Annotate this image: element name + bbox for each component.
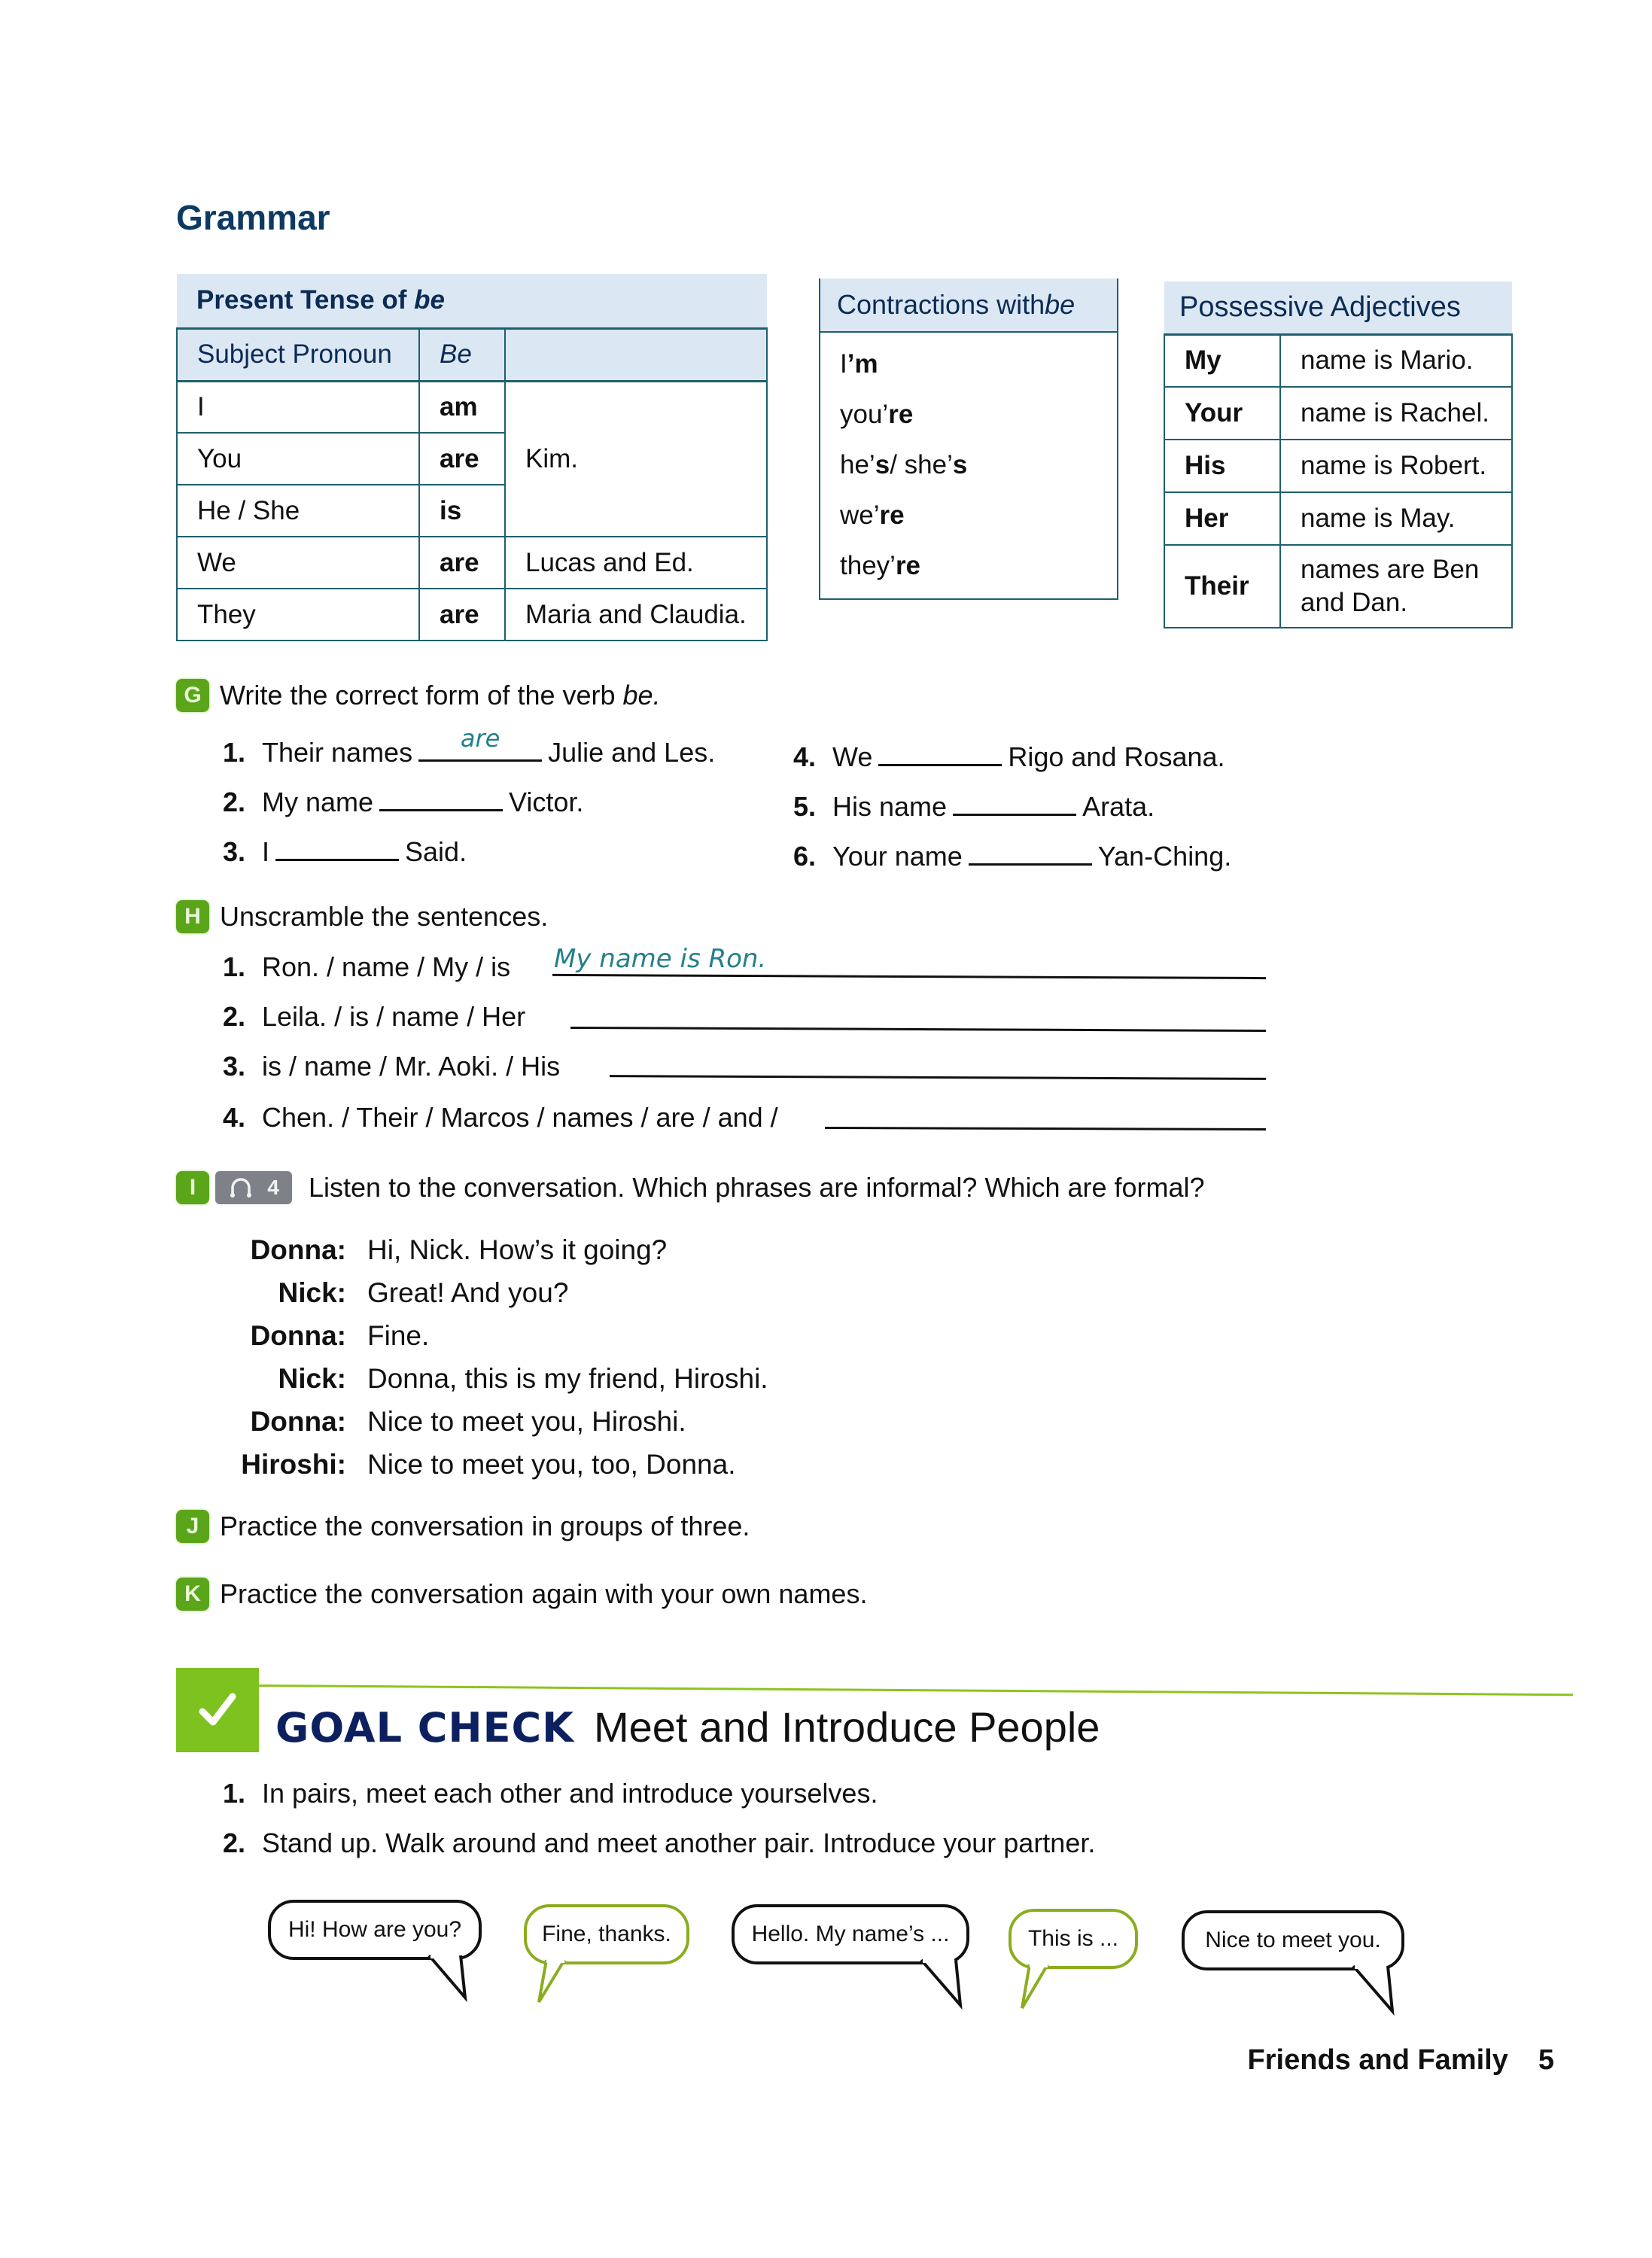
answer-blank[interactable]	[878, 739, 1002, 766]
table-row: You are	[177, 433, 767, 485]
bubble-tail	[426, 1954, 479, 2002]
contraction-row: they’ re	[840, 550, 921, 580]
exercise-h-header	[176, 900, 548, 933]
table-title: Possessive Adjectives	[1164, 281, 1512, 334]
exercise-letter-badge: J	[176, 1510, 209, 1543]
exercise-instruction: Listen to the conversation. Which phrases are informal? Which are formal?	[309, 1172, 1205, 1203]
exercise-letter-badge: K	[176, 1578, 209, 1611]
answer-blank[interactable]	[969, 838, 1092, 866]
contraction-row: we’ re	[840, 500, 905, 530]
exercise-instruction: Practice the conversation in groups of three.	[220, 1511, 750, 1541]
goal-check-item-2: 2. Stand up. Walk around and meet another pair. Introduce your partner.	[223, 1827, 1096, 1858]
speech-bubble: Nice to meet you.	[1182, 1910, 1404, 1970]
table-row: We are Lucas and Ed.	[177, 537, 767, 589]
exercise-letter-badge: I	[176, 1171, 209, 1204]
contractions-table	[819, 278, 1118, 600]
audio-track-button[interactable]	[215, 1171, 292, 1204]
table-title: Present Tense of be	[177, 274, 767, 328]
exercise-i-header	[176, 1171, 1205, 1204]
headphones-icon	[228, 1175, 254, 1201]
exercise-g-item-5: 5. His name Arata.	[793, 789, 1155, 823]
unit-title: Friends and Family	[1247, 2044, 1508, 2076]
answer-line[interactable]	[552, 974, 1266, 979]
present-tense-table	[176, 274, 768, 641]
exercise-g-item-4: 4. We Rigo and Rosana.	[793, 739, 1225, 773]
speech-bubble: Hello. My name’s ...	[732, 1904, 969, 1964]
contraction-row: I ’m	[840, 348, 878, 379]
exercise-instruction: Write the correct form of the verb be.	[220, 680, 661, 711]
table-row: His name is Robert.	[1164, 440, 1512, 492]
column-header: Subject Pronoun	[177, 328, 419, 381]
table-row: Their names are Ben and Dan.	[1164, 545, 1512, 628]
exercise-instruction: Practice the conversation again with your own names.	[220, 1578, 868, 1609]
page-number: 5	[1538, 2044, 1554, 2076]
conversation	[226, 1228, 768, 1486]
exercise-letter-badge: G	[176, 679, 209, 712]
page-footer	[1248, 2044, 1554, 2077]
bubble-tail	[918, 1958, 971, 2010]
handwritten-answer: My name is Ron.	[554, 944, 767, 974]
answer-line[interactable]	[610, 1075, 1266, 1080]
speech-bubble: Fine, thanks.	[524, 1904, 689, 1964]
dialogue-line: Hiroshi: Nice to meet you, too, Donna.	[241, 1448, 736, 1480]
column-header	[505, 328, 767, 381]
dialogue-line: Nick: Great! And you?	[278, 1277, 569, 1308]
table-row: Her name is May.	[1164, 492, 1512, 545]
dialogue-line: Donna: Nice to meet you, Hiroshi.	[250, 1405, 686, 1437]
goal-check-item-1: 1. In pairs, meet each other and introduce yourselves.	[223, 1778, 878, 1809]
answer-blank[interactable]: are	[418, 735, 542, 762]
table-row: I am Kim.	[177, 381, 767, 433]
exercise-j-header	[176, 1510, 750, 1543]
exercise-h-item-1: 1. Ron. / name / My / is	[223, 951, 511, 982]
exercise-g-item-6: 6. Your name Yan-Ching.	[793, 838, 1231, 872]
dialogue-line: Nick: Donna, this is my friend, Hiroshi.	[278, 1362, 768, 1394]
contraction-row: you’ re	[840, 399, 914, 429]
answer-blank[interactable]	[953, 789, 1076, 816]
exercise-h-item-3: 3. is / name / Mr. Aoki. / His	[223, 1051, 561, 1082]
exercise-instruction: Unscramble the sentences.	[220, 901, 549, 932]
speech-bubble: This is ...	[1009, 1909, 1138, 1969]
section-title: Grammar	[176, 198, 330, 237]
exercise-letter-badge: H	[176, 900, 209, 933]
bubble-tail	[1018, 1963, 1063, 2013]
bubble-tail	[534, 1958, 580, 2007]
table-row: He / She is	[177, 485, 767, 537]
table-row: My name is Mario.	[1164, 334, 1512, 387]
table-title: Contractions with be	[820, 278, 1117, 333]
checkmark-icon	[195, 1687, 240, 1733]
dialogue-line: Donna: Fine.	[250, 1319, 430, 1351]
table-row: They are Maria and Claudia.	[177, 589, 767, 641]
contraction-row: he’ s / she’ s	[840, 449, 968, 479]
exercise-h-item-4: 4. Chen. / Their / Marcos / names / are / and /	[223, 1102, 778, 1133]
exercise-k-header	[176, 1578, 867, 1611]
goal-check-badge	[176, 1668, 259, 1752]
dialogue-line: Donna: Hi, Nick. How’s it going?	[250, 1234, 668, 1265]
exercise-g-item-1: 1. Their names are Julie and Les.	[223, 724, 716, 768]
track-number: 4	[267, 1176, 279, 1199]
possessive-adjectives-table	[1164, 281, 1513, 628]
table-row: Your name is Rachel.	[1164, 387, 1512, 440]
goal-check-divider	[256, 1684, 1573, 1696]
speech-bubble: Hi! How are you?	[268, 1900, 482, 1960]
answer-line[interactable]	[825, 1127, 1266, 1131]
answer-blank[interactable]	[379, 784, 503, 811]
exercise-h-item-2: 2. Leila. / is / name / Her	[223, 1001, 526, 1032]
answer-line[interactable]	[570, 1027, 1266, 1032]
bubble-tail	[1350, 1964, 1403, 2016]
column-header: Be	[419, 328, 505, 381]
merged-complement: Kim.	[505, 381, 767, 537]
exercise-g-item-3: 3. I Said.	[223, 834, 467, 868]
goal-check-title: GOAL CHECK Meet and Introduce People	[275, 1703, 1100, 1751]
exercise-g-item-2: 2. My name Victor.	[223, 784, 583, 818]
answer-blank[interactable]	[275, 834, 399, 861]
exercise-g-header	[176, 679, 661, 712]
